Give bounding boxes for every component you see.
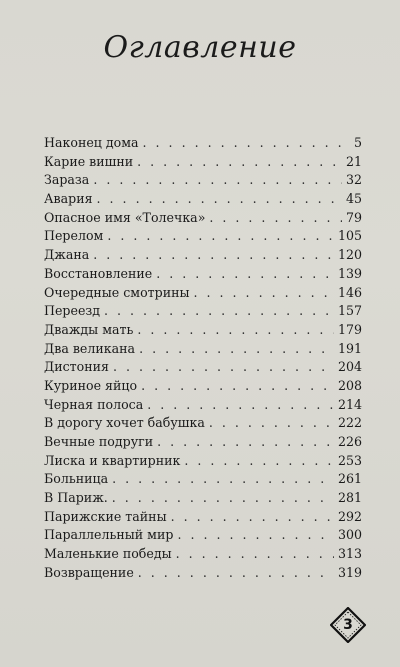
- dot-leader: [156, 266, 334, 281]
- toc-entry: [44, 509, 362, 528]
- dot-leader: [93, 247, 334, 262]
- toc-entry-title: Лиска и квартирник: [44, 452, 181, 468]
- toc-entry-title: Восстановление: [44, 265, 153, 281]
- page-number: 3: [343, 617, 353, 633]
- toc-entry-title: Два великана: [44, 340, 136, 356]
- toc-entry: [44, 453, 362, 472]
- toc-entry-title: В Париж.: [44, 490, 108, 506]
- toc-entry-title: Дистония: [44, 359, 109, 375]
- dot-leader: [176, 546, 334, 561]
- toc-entry: [44, 303, 362, 322]
- toc-entry-title: Переезд: [44, 303, 101, 319]
- toc-entry-page: 226: [337, 434, 362, 449]
- dot-leader: [177, 527, 334, 542]
- page-title: Оглавление: [103, 30, 297, 65]
- toc-entry: [44, 546, 362, 565]
- toc-entry: [44, 359, 362, 378]
- toc-entry-title: Больница: [44, 471, 109, 487]
- toc-entry-page: 281: [337, 490, 362, 506]
- dot-leader: [112, 471, 334, 486]
- toc-entry-title: Авария: [44, 191, 93, 207]
- dot-leader: [209, 415, 334, 430]
- toc-entry-page: 79: [345, 209, 362, 225]
- toc-entry-page: 204: [337, 359, 362, 375]
- toc-entry-title: Карие вишни: [44, 153, 134, 169]
- toc-entry: [44, 471, 362, 490]
- toc-entry: [44, 210, 362, 229]
- table-of-contents: [44, 135, 362, 584]
- dot-leader: [194, 285, 334, 300]
- toc-entry-title: Опасное имя «Толечка»: [44, 209, 206, 225]
- dot-leader: [93, 172, 342, 187]
- toc-entry-title: Очередные смотрины: [44, 284, 190, 300]
- toc-entry-title: Наконец дома: [44, 135, 139, 150]
- toc-entry-page: 5: [353, 135, 362, 150]
- toc-entry-title: Парижские тайны: [44, 508, 167, 524]
- dot-leader: [184, 453, 334, 468]
- dot-leader: [157, 434, 334, 449]
- dot-leader: [147, 397, 334, 412]
- toc-entry-page: 292: [337, 508, 362, 524]
- toc-entry: [44, 191, 362, 210]
- toc-entry-page: 253: [337, 452, 362, 468]
- toc-entry: [44, 565, 362, 584]
- page-number-badge: [330, 607, 366, 643]
- dot-leader: [137, 322, 334, 337]
- dot-leader: [139, 341, 334, 356]
- toc-entry-page: 313: [337, 546, 362, 562]
- toc-entry-title: Черная полоса: [44, 396, 144, 412]
- toc-entry: [44, 527, 362, 546]
- toc-entry-page: 105: [337, 228, 362, 244]
- toc-entry: [44, 172, 362, 191]
- dot-leader: [143, 135, 350, 150]
- toc-entry: [44, 434, 362, 453]
- toc-entry-title: Вечные подруги: [44, 434, 154, 449]
- toc-entry: [44, 285, 362, 304]
- dot-leader: [138, 565, 334, 580]
- toc-entry: [44, 247, 362, 266]
- toc-entry-title: Зараза: [44, 172, 90, 188]
- toc-entry: [44, 135, 362, 154]
- dot-leader: [113, 359, 334, 374]
- toc-entry-page: 21: [345, 153, 362, 169]
- dot-leader: [97, 191, 342, 206]
- toc-entry-page: 214: [337, 396, 362, 412]
- toc-entry: [44, 378, 362, 397]
- toc-entry-page: 157: [337, 303, 362, 319]
- toc-entry-title: Дважды мать: [44, 321, 134, 337]
- toc-entry-page: 120: [337, 247, 362, 263]
- toc-entry-page: 191: [337, 340, 362, 356]
- toc-entry: [44, 154, 362, 173]
- toc-entry-title: Параллельный мир: [44, 527, 174, 543]
- toc-entry-page: 261: [337, 471, 362, 487]
- toc-entry-page: 139: [337, 265, 362, 281]
- toc-entry: [44, 415, 362, 434]
- toc-entry-page: 32: [345, 172, 362, 188]
- toc-entry-title: В дорогу хочет бабушка: [44, 415, 205, 431]
- dot-leader: [107, 228, 334, 243]
- dot-leader: [209, 210, 342, 225]
- toc-entry: [44, 397, 362, 416]
- toc-entry-title: Перелом: [44, 228, 104, 244]
- dot-leader: [141, 378, 334, 393]
- dot-leader: [137, 154, 342, 169]
- toc-entry: [44, 322, 362, 341]
- dot-leader: [112, 490, 334, 505]
- toc-entry-page: 208: [337, 377, 362, 393]
- toc-entry-page: 146: [337, 284, 362, 300]
- toc-entry-title: Куриное яйцо: [44, 377, 138, 393]
- toc-entry-page: 319: [337, 564, 362, 580]
- toc-entry-page: 222: [337, 415, 362, 431]
- toc-entry-page: 45: [345, 191, 362, 207]
- toc-entry: [44, 266, 362, 285]
- dot-leader: [104, 303, 334, 318]
- toc-entry-title: Джана: [44, 247, 90, 263]
- toc-entry: [44, 228, 362, 247]
- toc-entry-page: 300: [337, 527, 362, 543]
- toc-entry: [44, 341, 362, 360]
- toc-entry-page: 179: [337, 321, 362, 337]
- dot-leader: [171, 509, 334, 524]
- toc-entry-title: Возвращение: [44, 564, 134, 580]
- toc-entry-title: Маленькие победы: [44, 546, 172, 562]
- toc-entry: [44, 490, 362, 509]
